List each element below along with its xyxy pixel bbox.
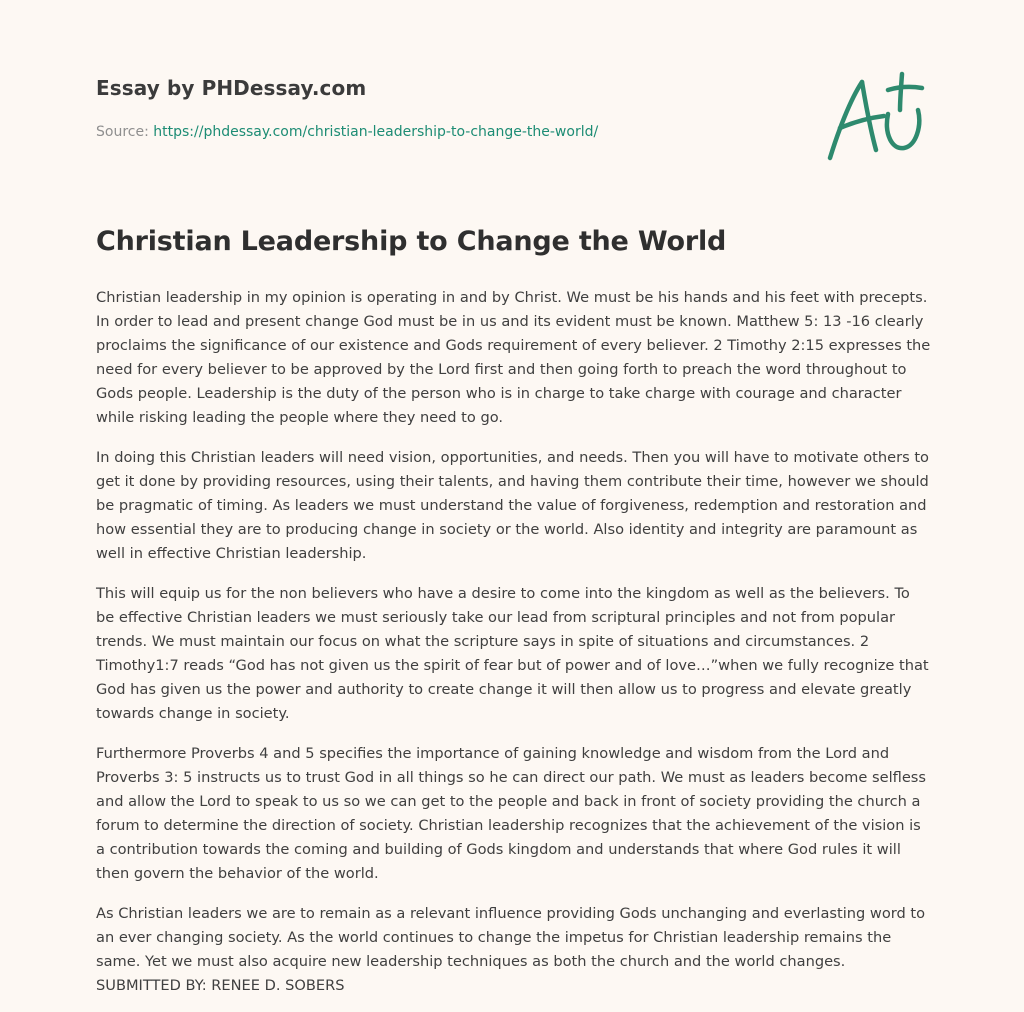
source-line bbox=[96, 124, 598, 140]
essay-paragraph: This will equip us for the non believers who have a desire to come into the kingdom as well as the believers. To be effective Christian leaders we must seriously take our lead from scriptural principles and not from popular trends. We must maintain our focus on what the scripture says in spite of situations and circumstances. 2 Timothy1:7 reads “God has not given us the spirit of fear but of power and of love…”when we fully recognize that God has given us the power and authority to create change it will then allow us to progress and elevate greatly towards change in society. bbox=[96, 585, 929, 722]
essay-header bbox=[96, 76, 936, 166]
essay-paragraph: In doing this Christian leaders will need vision, opportunities, and needs. Then you will have to motivate others to get it done by providing resources, using their talents, and having them contribute their time, however we should be pragmatic of timing. As leaders we must understand the value of forgiveness, redemption and restoration and how essential they are to producing change in society or the world. Also identity and integrity are paramount as well in effective Christian leadership. bbox=[96, 449, 929, 562]
essay-body bbox=[96, 286, 932, 998]
a-plus-grade-logo-icon bbox=[826, 70, 926, 162]
source-link[interactable]: https://phdessay.com/christian-leadership-to-change-the-world/ bbox=[153, 124, 599, 140]
essay-paragraph: Christian leadership in my opinion is operating in and by Christ. We must be his hands and his feet with precepts. In order to lead and present change God must be in us and its evident must be known. Matthew 5: 13 -16 clearly proclaims the significance of our existence and Gods requirement of every believer. 2 Timothy 2:15 expresses the need for every believer to be approved by the Lord first and then going forth to preach the word throughout to Gods people. Leadership is the duty of the person who is in charge to take charge with courage and character while risking leading the people where they need to go. bbox=[96, 289, 931, 426]
essay-title: Christian Leadership to Change the World bbox=[96, 226, 727, 257]
essay-paragraph: As Christian leaders we are to remain as a relevant influence providing Gods unchanging and everlasting word to an ever changing society. As the world continues to change the impetus for Christian leadership remains the same. Yet we must also acquire new leadership techniques as both the church and the world changes. bbox=[96, 905, 926, 970]
essay-paragraph: Furthermore Proverbs 4 and 5 specifies the importance of gaining knowledge and wisdom from the Lord and Proverbs 3: 5 instructs us to trust God in all things so he can direct our path. We must as leaders become selfless and allow the Lord to speak to us so we can get to the people and back in front of society providing the church a forum to determine the direction of society. Christian leadership recognizes that the achievement of the vision is a contribution towards the coming and building of Gods kingdom and understands that where God rules it will then govern the behavior of the world. bbox=[96, 745, 927, 882]
site-brand: Essay by PHDessay.com bbox=[96, 76, 367, 100]
essay-signature: SUBMITTED BY: RENEE D. SOBERS bbox=[96, 977, 345, 994]
source-label: Source: bbox=[96, 124, 149, 140]
